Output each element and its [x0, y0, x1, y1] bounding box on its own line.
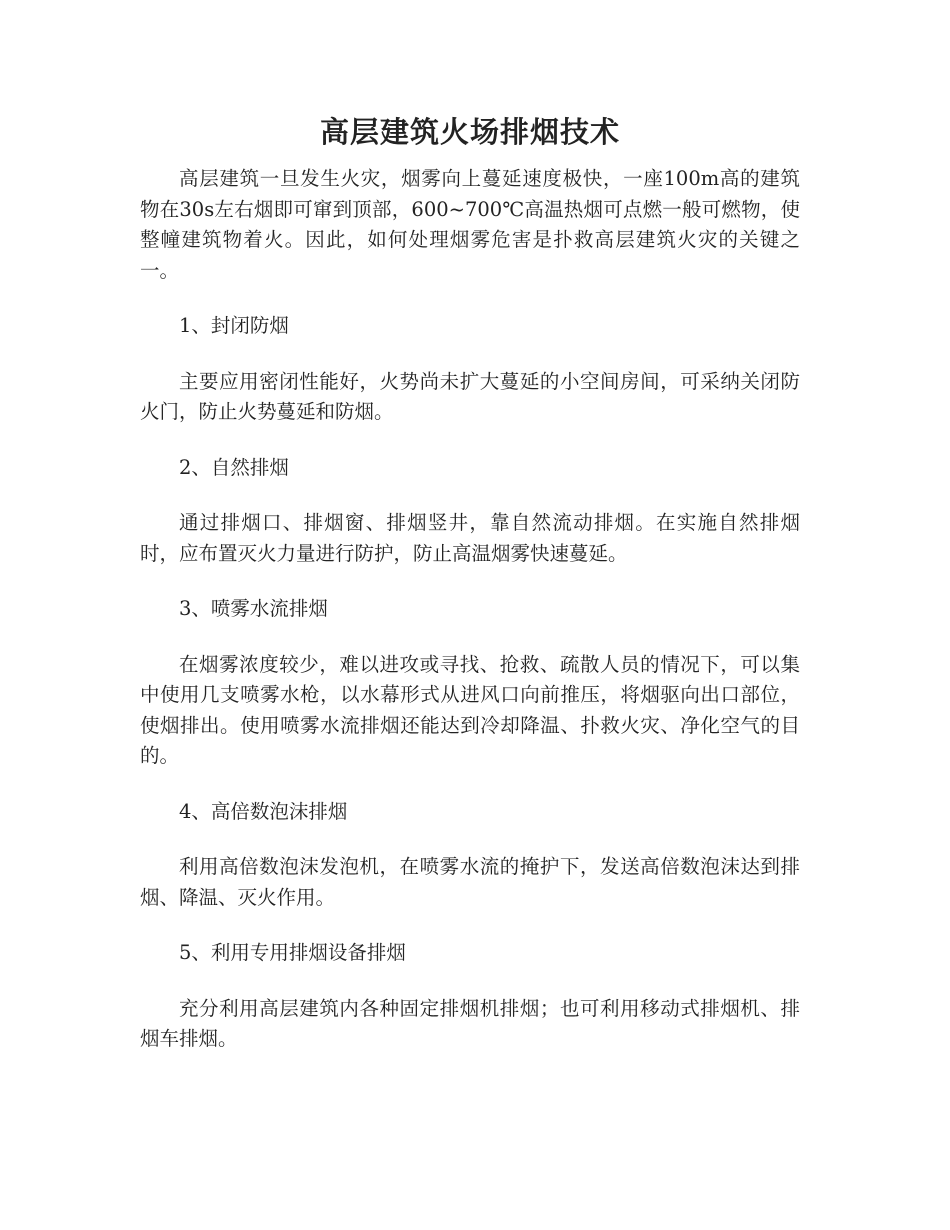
section-heading-1: 1、封闭防烟 [179, 314, 289, 337]
section-heading-2: 2、自然排烟 [179, 455, 289, 479]
section-body-4: 利用高倍数泡沫发泡机，在喷雾水流的掩护下，发送高倍数泡沫达到排烟、降温、灭火作用。 [140, 855, 800, 909]
section-body-1: 主要应用密闭性能好，火势尚未扩大蔓延的小空间房间，可采纳关闭防火门，防止火势蔓延和防烟。 [140, 369, 800, 423]
document-page [140, 108, 800, 1055]
section-body-3: 在烟雾浓度较少，难以进攻或寻找、抢救、疏散人员的情况下，可以集中使用几支喷雾水枪，以水幕形式从进风口向前推压，将烟驱向出口部位，使烟排出。使用喷雾水流排烟还能达到冷却降温、扑救火灾、净化空气的目的。 [140, 652, 800, 767]
section-body-2: 通过排烟口、排烟窗、排烟竖井，靠自然流动排烟。在实施自然排烟时，应布置灭火力量进行防护，防止高温烟雾快速蔓延。 [140, 511, 800, 565]
section-heading-3: 3、喷雾水流排烟 [179, 597, 328, 620]
section-body-5: 充分利用高层建筑内各种固定排烟机排烟；也可利用移动式排烟机、排烟车排烟。 [140, 996, 800, 1050]
section-heading-4: 4、高倍数泡沫排烟 [179, 799, 348, 823]
document-title: 高层建筑火场排烟技术 [319, 115, 620, 149]
section-heading-5: 5、利用专用排烟设备排烟 [179, 941, 406, 964]
intro-paragraph: 高层建筑一旦发生火灾，烟雾向上蔓延速度极快，一座100m高的建筑物在30s左右烟即可窜到顶部，600~700℃高温热烟可点燃一般可燃物，使整幢建筑物着火。因此，如何处理烟雾危害是扑救高层建筑火灾的关键之一。 [140, 167, 800, 282]
